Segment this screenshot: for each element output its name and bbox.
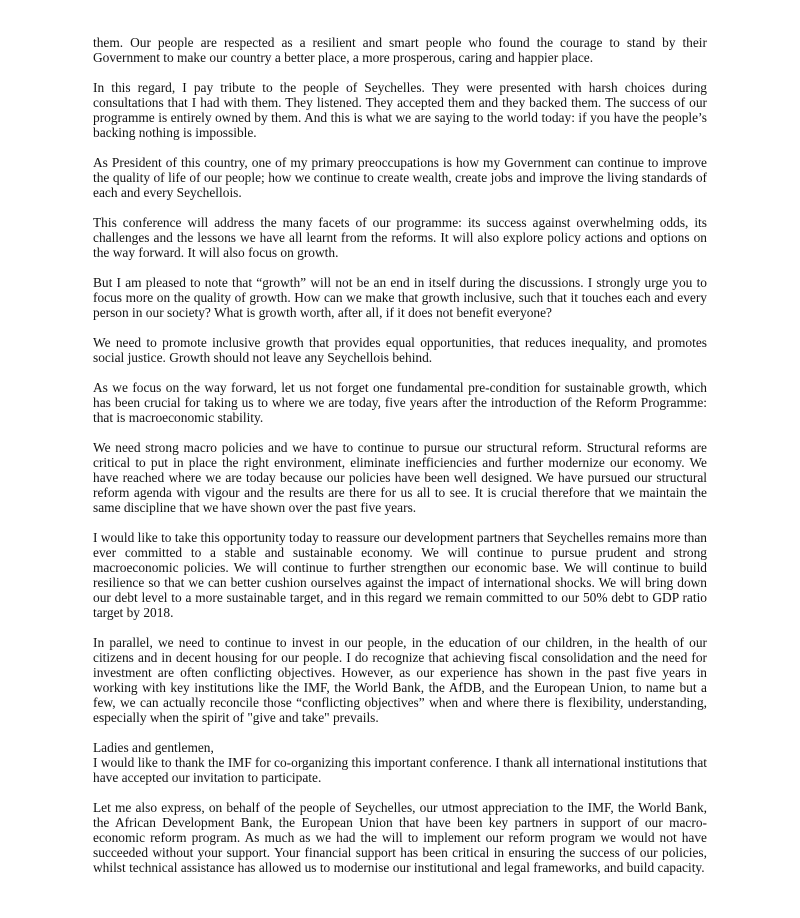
- paragraph-8: We need strong macro policies and we have to continue to pursue our structural reform. Structural reforms are critical to put in place the right environment, eliminate inefficiencies and further modernize our economy. We have reached where we are today because our policies have been well designed. We have pursued our structural reform agenda with vigour and the results are there for us all to see. It is crucial therefore that we maintain the same discipline that we have shown over the past five years.: [93, 440, 707, 515]
- final-paragraph: Let me also express, on behalf of the people of Seychelles, our utmost appreciation to the IMF, the World Bank, the African Development Bank, the European Union that have been key partners in support of our macro-economic reform program. As much as we had the will to implement our reform program we would not have succeeded without your support. Your financial support has been critical in ensuring the success of our policies, whilst technical assistance has allowed us to modernise our institutional and legal frameworks, and build capacity.: [93, 800, 707, 875]
- paragraph-9: I would like to take this opportunity today to reassure our development partners that Seychelles remains more than ever committed to a stable and sustainable economy. We will continue to pursue prudent and strong macroeconomic policies. We will continue to further strengthen our economic base. We will continue to build resilience so that we can better cushion ourselves against the impact of international shocks. We will bring down our debt level to a more sustainable target, and in this regard we remain committed to our 50% debt to GDP ratio target by 2018.: [93, 530, 707, 620]
- paragraph-6: We need to promote inclusive growth that provides equal opportunities, that reduces inequality, and promotes social justice. Growth should not leave any Seychellois behind.: [93, 335, 707, 365]
- paragraph-2: In this regard, I pay tribute to the people of Seychelles. They were presented with harsh choices during consultations that I had with them. They listened. They accepted them and they backed them. The success of our programme is entirely owned by them. And this is what we are saying to the world today: if you have the people’s backing nothing is impossible.: [93, 80, 707, 140]
- paragraph-10: In parallel, we need to continue to invest in our people, in the education of our children, in the health of our citizens and in decent housing for our people. I do recognize that achieving fiscal consolidation and the need for investment are often conflicting objectives. However, as our experience has shown in the past five years in working with key institutions like the IMF, the World Bank, the AfDB, and the European Union, to name but a few, we can actually reconcile those “conflicting objectives” when and where there is flexibility, understanding, especially when the spirit of "give and take" prevails.: [93, 635, 707, 725]
- paragraph-1: them. Our people are respected as a resilient and smart people who found the courage to stand by their Government to make our country a better place, a more prosperous, caring and happier place.: [93, 35, 707, 65]
- paragraph-4: This conference will address the many facets of our programme: its success against overwhelming odds, its challenges and the lessons we have all learnt from the reforms. It will also explore policy actions and options on the way forward. It will also focus on growth.: [93, 215, 707, 260]
- document-page: [93, 35, 707, 890]
- paragraph-7: As we focus on the way forward, let us not forget one fundamental pre-condition for sustainable growth, which has been crucial for taking us to where we are today, five years after the introduction of the Reform Programme: that is macroeconomic stability.: [93, 380, 707, 425]
- paragraph-3: As President of this country, one of my primary preoccupations is how my Government can continue to improve the quality of life of our people; how we continue to create wealth, create jobs and improve the living standards of each and every Seychellois.: [93, 155, 707, 200]
- paragraph-5: But I am pleased to note that “growth” will not be an end in itself during the discussions. I strongly urge you to focus more on the quality of growth. How can we make that growth inclusive, such that it touches each and every person in our society? What is growth worth, after all, if it does not benefit everyone?: [93, 275, 707, 320]
- thanks-paragraph: I would like to thank the IMF for co-organizing this important conference. I thank all international institutions that have accepted our invitation to participate.: [93, 755, 707, 785]
- salutation: Ladies and gentlemen,: [93, 740, 214, 755]
